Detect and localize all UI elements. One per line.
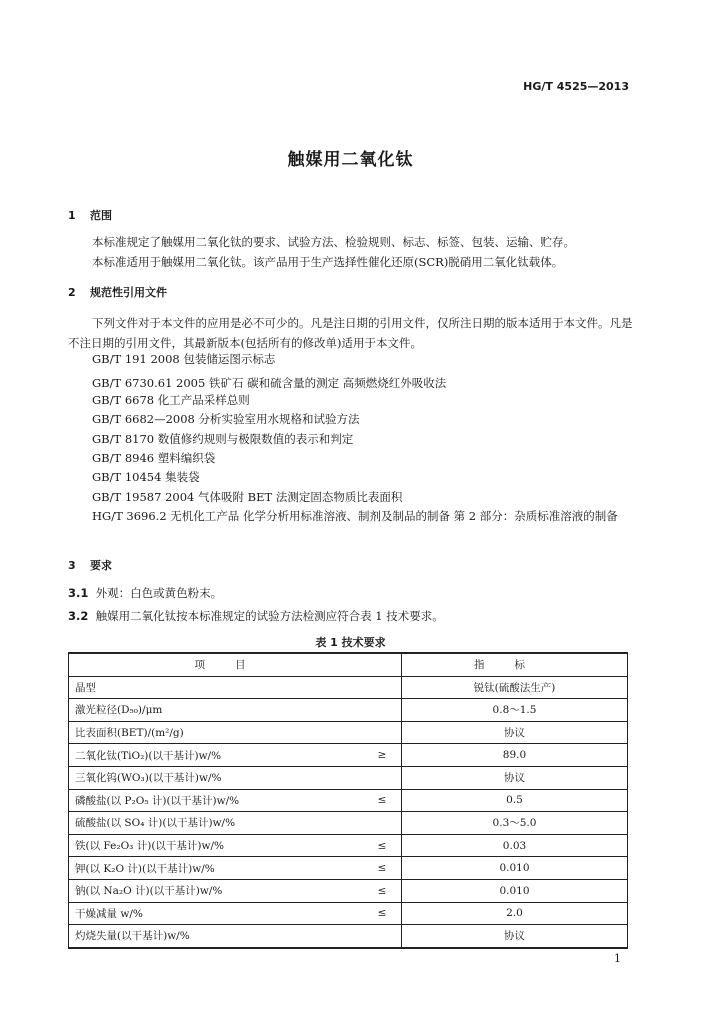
row-comparator <box>363 699 402 722</box>
refs-intro: 下列文件对于本文件的应用是必不可少的。凡是注日期的引用文件，仅所注日期的版本适用于本文件。凡是不注日期的引用文件，其最新版本(包括所有的修改单)适用于本文件。 <box>68 316 633 350</box>
row-comparator <box>363 766 402 789</box>
table-row <box>69 902 628 925</box>
table-row <box>69 766 628 789</box>
clause-text: 外观：白色或黄色粉末。 <box>95 586 223 600</box>
section-scope-heading <box>68 207 112 223</box>
row-item: 钠(以 Na₂O 计)(以干基计)w/% <box>69 879 364 902</box>
table-row <box>69 676 628 699</box>
section-number: 2 <box>68 286 76 299</box>
row-value: 2.0 <box>402 902 628 925</box>
ref-item-last: HG/T 3696.2 无机化工产品 化学分析用标准溶液、制剂及制品的制备 第 2 部分：杂质标准溶液的制备 <box>92 509 618 523</box>
clause-3-1 <box>68 585 222 601</box>
table-header-row <box>69 653 628 676</box>
scope-paragraph-2: 本标准适用于触媒用二氧化钛。该产品用于生产选择性催化还原(SCR)脱硝用二氧化钛载体。 <box>92 255 564 269</box>
table-row <box>69 721 628 744</box>
ref-item: GB/T 191 2008 包装储运图示标志 <box>92 352 276 366</box>
row-value: 0.8～1.5 <box>402 699 628 722</box>
row-item: 磷酸盐(以 P₂O₅ 计)(以干基计)w/% <box>69 789 364 812</box>
section-title: 范围 <box>90 209 112 222</box>
table-row <box>69 834 628 857</box>
ref-item: GB/T 6682—2008 分析实验室用水规格和试验方法 <box>92 412 360 426</box>
section-number: 3 <box>68 559 76 572</box>
table-row <box>69 879 628 902</box>
row-comparator: ≤ <box>363 834 402 857</box>
row-value: 协议 <box>402 925 628 948</box>
row-value: 0.03 <box>402 834 628 857</box>
row-item: 二氧化钛(TiO₂)(以干基计)w/% <box>69 744 364 767</box>
row-comparator: ≥ <box>363 744 402 767</box>
row-value: 0.010 <box>402 879 628 902</box>
standard-number: HG/T 4525—2013 <box>523 80 629 93</box>
section-title: 规范性引用文件 <box>90 286 167 299</box>
header-item: 项目 <box>69 653 402 676</box>
table-row <box>69 789 628 812</box>
row-value: 89.0 <box>402 744 628 767</box>
row-item: 灼烧失量(以干基计)w/% <box>69 925 364 948</box>
clause-number: 3.2 <box>68 609 89 623</box>
table-row <box>69 699 628 722</box>
technical-requirements-table <box>68 652 628 949</box>
row-item: 干燥减量 w/% <box>69 902 364 925</box>
row-item: 硫酸盐(以 SO₄ 计)(以干基计)w/% <box>69 812 364 835</box>
table-row <box>69 857 628 880</box>
ref-item: GB/T 6678 化工产品采样总则 <box>92 393 250 407</box>
row-value: 0.5 <box>402 789 628 812</box>
ref-item: GB/T 6730.61 2005 铁矿石 碳和硫含量的测定 高频燃烧红外吸收法 <box>92 376 447 390</box>
scope-paragraph-1: 本标准规定了触媒用二氧化钛的要求、试验方法、检验规则、标志、标签、包装、运输、贮存。 <box>92 235 575 249</box>
clause-3-2 <box>68 608 444 624</box>
row-value: 协议 <box>402 766 628 789</box>
row-comparator: ≤ <box>363 902 402 925</box>
row-item: 钾(以 K₂O 计)(以干基计)w/% <box>69 857 364 880</box>
row-comparator <box>363 812 402 835</box>
row-value: 协议 <box>402 721 628 744</box>
table-row <box>69 744 628 767</box>
ref-item: GB/T 19587 2004 气体吸附 BET 法测定固态物质比表面积 <box>92 490 403 504</box>
section-title: 要求 <box>90 559 112 572</box>
page-number: 1 <box>614 952 621 965</box>
table-caption: 表 1 技术要求 <box>315 636 386 649</box>
row-item: 激光粒径(D₅₀)/μm <box>69 699 364 722</box>
row-value: 0.3～5.0 <box>402 812 628 835</box>
row-value: 锐钛(硫酸法生产) <box>402 676 628 699</box>
clause-text: 触媒用二氧化钛按本标准规定的试验方法检测应符合表 1 技术要求。 <box>95 609 444 623</box>
row-comparator <box>363 925 402 948</box>
row-comparator <box>363 721 402 744</box>
row-item: 三氧化钨(WO₃)(以干基计)w/% <box>69 766 364 789</box>
ref-item: GB/T 8170 数值修约规则与极限数值的表示和判定 <box>92 432 354 446</box>
ref-item: GB/T 8946 塑料编织袋 <box>92 451 216 465</box>
table-row <box>69 812 628 835</box>
ref-item: GB/T 10454 集装袋 <box>92 470 200 484</box>
section-requirements-heading <box>68 557 112 573</box>
table-row <box>69 925 628 948</box>
row-item: 比表面积(BET)/(m²/g) <box>69 721 364 744</box>
row-value: 0.010 <box>402 857 628 880</box>
row-item: 晶型 <box>69 676 364 699</box>
header-value: 指标 <box>402 653 628 676</box>
document-title: 触媒用二氧化钛 <box>287 150 414 170</box>
row-comparator: ≤ <box>363 879 402 902</box>
section-refs-heading <box>68 284 167 300</box>
clause-number: 3.1 <box>68 586 89 600</box>
row-comparator: ≤ <box>363 857 402 880</box>
row-item: 铁(以 Fe₂O₃ 计)(以干基计)w/% <box>69 834 364 857</box>
row-comparator: ≤ <box>363 789 402 812</box>
row-comparator <box>363 676 402 699</box>
section-number: 1 <box>68 209 76 222</box>
